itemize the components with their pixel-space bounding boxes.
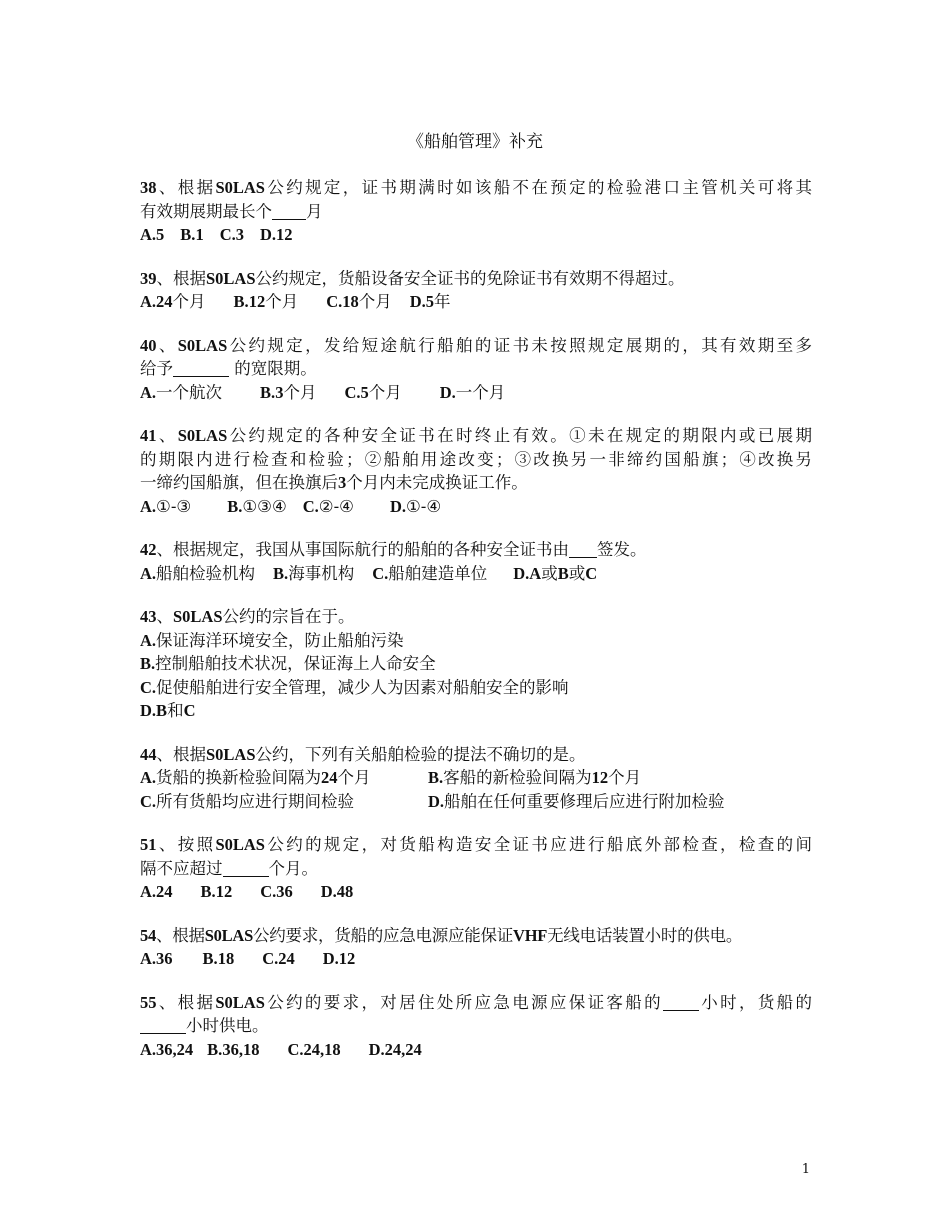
question-list: [140, 176, 812, 1081]
question-stem-cont: 一缔约国船旗，但在换旗后3个月内未完成换证工作。: [140, 473, 528, 492]
option-b: B.①③④: [227, 496, 287, 516]
answer-blank: [173, 360, 229, 377]
options-row: [140, 1038, 812, 1062]
question-40: [140, 334, 812, 405]
question-stem: 39、根据S0LAS公约规定，货船设备安全证书的免除证书有效期不得超过。: [140, 268, 685, 288]
option-a: A.5: [140, 225, 165, 244]
option-d: D.A或B或C: [513, 563, 598, 583]
question-stem: 54、根据S0LAS公约要求，货船的应急电源应能保证VHF无线电话装置小时的供电。: [140, 925, 743, 945]
question-stem: 42、根据规定，我国从事国际航行的船舶的各种安全证书由 签发。: [140, 540, 647, 559]
question-stem: 44、根据S0LAS公约，下列有关船舶检验的提法不确切的是。: [140, 744, 586, 764]
question-stem: 51、按照S0LAS公约的规定，对货船构造安全证书应进行船底外部检查，检查的间: [140, 835, 813, 854]
question-42: [140, 538, 812, 585]
question-stem-cont: 的期限内进行检查和检验；②船舶用途改变；③改换另一非缔约国船旗；④改换另: [140, 449, 812, 469]
option-b: B.18: [202, 949, 235, 968]
question-39: [140, 267, 812, 314]
option-c: C.18个月: [326, 292, 392, 311]
option-b: B.12个月: [233, 292, 299, 311]
question-stem: 38、根据S0LAS公约规定，证书期满时如该船不在预定的检验港口主管机关可将其: [140, 178, 813, 197]
option-a: A.一个航次: [140, 382, 223, 402]
options-row: [140, 880, 812, 904]
option-d: D.①-④: [389, 496, 442, 516]
option-b: B.36,18: [207, 1039, 260, 1059]
answer-blank: [569, 541, 597, 558]
option-b: B.12: [200, 882, 233, 901]
options-row: [140, 290, 812, 314]
question-44: [140, 743, 812, 814]
option-d: D.一个月: [439, 382, 506, 402]
option-b: B.3个月: [260, 382, 317, 402]
question-43: [140, 605, 812, 723]
option-c: C.促使船舶进行安全管理，减少人为因素对船舶安全的影响: [140, 677, 569, 697]
options-row: [140, 790, 812, 814]
answer-blank: [223, 860, 269, 877]
option-c: C.24,18: [287, 1039, 341, 1059]
option-c: C.②-④: [302, 496, 354, 516]
option-a: A.36,24: [140, 1039, 194, 1059]
option-d: D.24,24: [368, 1039, 422, 1059]
question-stem: 55、根据S0LAS公约的要求，对居住处所应急电源应保证客船的 小时，货船的: [140, 992, 813, 1012]
option-a: A.保证海洋环境安全，防止船舶污染: [140, 630, 404, 650]
option-a: A.货船的换新检验间隔为24个月: [140, 768, 371, 787]
question-38: [140, 176, 812, 247]
option-b: B.控制船舶技术状况，保证海上人命安全: [140, 654, 436, 673]
options-row: [140, 947, 812, 971]
question-54: [140, 924, 812, 971]
options-row: [140, 766, 812, 790]
question-stem: 43、S0LAS公约的宗旨在于。: [140, 607, 355, 626]
option-c: C.所有货船均应进行期间检验: [140, 791, 355, 811]
option-b: B.客船的新检验间隔为12个月: [428, 768, 642, 787]
question-stem: 41、S0LAS公约规定的各种安全证书在时终止有效。①未在规定的期限内或已展期: [140, 426, 813, 445]
options-row: [140, 381, 812, 405]
option-a: A.36: [140, 949, 173, 968]
answer-blank: [663, 994, 699, 1011]
question-stem-cont: 给予 的宽限期。: [140, 359, 317, 378]
options-row: [140, 223, 812, 247]
option-d: D.48: [320, 882, 354, 901]
option-a: A.24: [140, 882, 173, 901]
option-d: D.5年: [409, 292, 451, 311]
option-d: D.B和C: [140, 701, 196, 720]
page-number: 1: [801, 1162, 810, 1177]
question-51: [140, 833, 812, 904]
option-b: B.海事机构: [273, 563, 355, 583]
option-d: D.船舶在任何重要修理后应进行附加检验: [428, 791, 725, 811]
question-stem-cont: 隔不应超过 个月。: [140, 858, 318, 878]
option-c: C.船舶建造单位: [372, 563, 488, 583]
question-55: [140, 991, 812, 1062]
option-d: D.12: [322, 949, 356, 968]
question-stem: 40、S0LAS公约规定，发给短途航行船舶的证书未按照规定展期的，其有效期至多: [140, 335, 813, 355]
option-a: A.船舶检验机构: [140, 563, 256, 583]
option-a: A.24个月: [140, 292, 206, 311]
answer-blank: [140, 1017, 186, 1034]
option-c: C.3: [219, 225, 244, 244]
option-c: C.5个月: [344, 382, 402, 402]
option-c: C.36: [260, 882, 293, 901]
question-stem-cont: 有效期展期最长个 月: [140, 201, 323, 221]
document-title: 《船舶管理》补充: [407, 132, 543, 152]
question-stem-cont: 小时供电。: [140, 1014, 812, 1038]
option-a: A.①-③: [140, 496, 192, 516]
options-row: [140, 562, 812, 586]
option-c: C.24: [262, 949, 295, 968]
option-b: B.1: [180, 225, 204, 244]
answer-blank: [272, 203, 306, 220]
question-41: [140, 424, 812, 518]
option-d: D.12: [259, 225, 293, 244]
options-row: [140, 495, 812, 519]
